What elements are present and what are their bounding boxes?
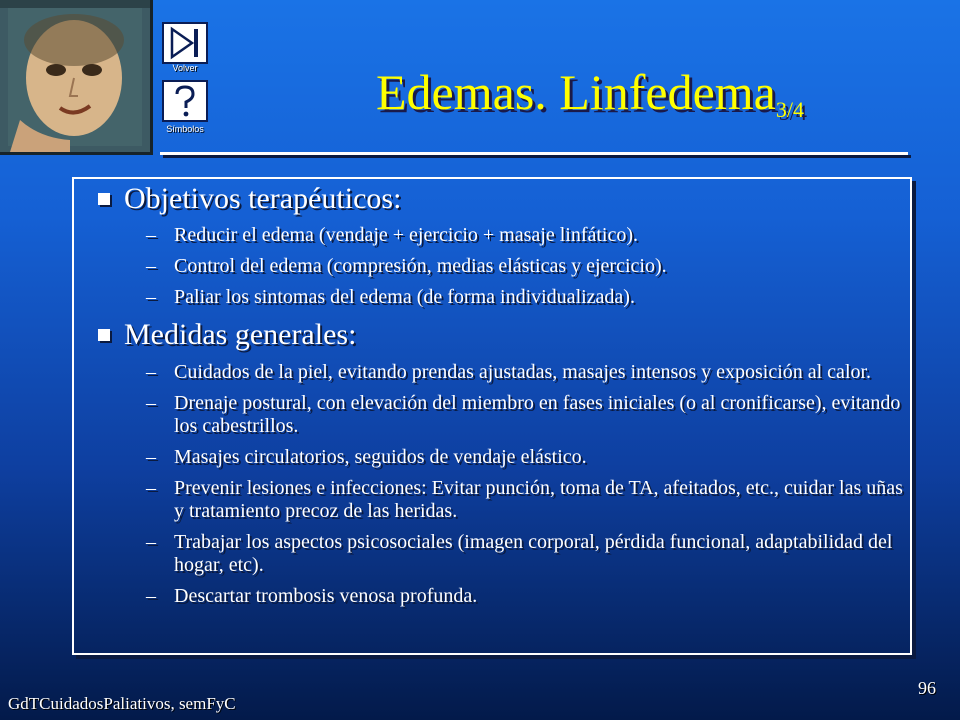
section-heading-medidas: Medidas generales: — [124, 318, 357, 351]
dash-marker: – — [146, 392, 156, 414]
list-item-text: Masajes circulatorios, seguidos de vendaje elástico. — [174, 446, 587, 468]
slide-title-text: Edemas. Linfedema — [376, 64, 776, 120]
list-item — [146, 477, 906, 523]
volver-button[interactable] — [162, 22, 208, 64]
list-item — [146, 585, 906, 608]
title-divider — [160, 152, 908, 155]
simbolos-button[interactable] — [162, 80, 208, 122]
volver-label: Volver — [172, 63, 198, 73]
section-heading-objetivos: Objetivos terapéuticos: — [124, 182, 402, 215]
section-bullet-icon — [98, 329, 110, 341]
dash-marker: – — [146, 224, 156, 246]
list-item-text: Reducir el edema (vendaje + ejercicio + masaje linfático). — [174, 224, 639, 246]
question-mark-icon — [164, 82, 206, 120]
medidas-list — [146, 361, 906, 616]
objetivos-list — [146, 224, 906, 317]
list-item-text: Cuidados de la piel, evitando prendas ajustadas, masajes intensos y exposición al calor. — [174, 361, 872, 383]
list-item — [146, 361, 906, 384]
simbolos-label: Símbolos — [166, 124, 204, 134]
dash-marker: – — [146, 255, 156, 277]
footer-credit: GdTCuidadosPaliativos, semFyC — [8, 694, 236, 713]
list-item — [146, 255, 906, 278]
end-play-icon — [164, 24, 206, 62]
list-item — [146, 531, 906, 577]
list-item-text: Trabajar los aspectos psicosociales (imagen corporal, pérdida funcional, adaptabilidad del hogar, etc). — [174, 531, 893, 576]
list-item — [146, 286, 906, 309]
page-number: 96 — [918, 678, 936, 698]
list-item-text: Drenaje postural, con elevación del miembro en fases iniciales (o al cronificarse), evitando los cabestrillos. — [174, 392, 901, 437]
list-item-text: Control del edema (compresión, medias elásticas y ejercicio). — [174, 255, 667, 277]
dash-marker: – — [146, 286, 156, 308]
section-bullet-icon — [98, 193, 110, 205]
dash-marker: – — [146, 585, 156, 607]
dash-marker: – — [146, 531, 156, 553]
dash-marker: – — [146, 477, 156, 499]
dash-marker: – — [146, 361, 156, 383]
list-item-text: Paliar los sintomas del edema (de forma individualizada). — [174, 286, 635, 308]
dash-marker: – — [146, 446, 156, 468]
list-item-text: Prevenir lesiones e infecciones: Evitar punción, toma de TA, afeitados, etc., cuidar las uñas y tratamiento precoz de las heridas. — [174, 477, 903, 522]
list-item-text: Descartar trombosis venosa profunda. — [174, 585, 478, 607]
list-item — [146, 224, 906, 247]
face-painting-icon — [0, 0, 150, 152]
list-item — [146, 392, 906, 438]
list-item — [146, 446, 906, 469]
slide-title — [300, 62, 880, 132]
portrait-illustration — [0, 0, 153, 155]
slide-title-subscript: 3/4 — [775, 97, 804, 122]
